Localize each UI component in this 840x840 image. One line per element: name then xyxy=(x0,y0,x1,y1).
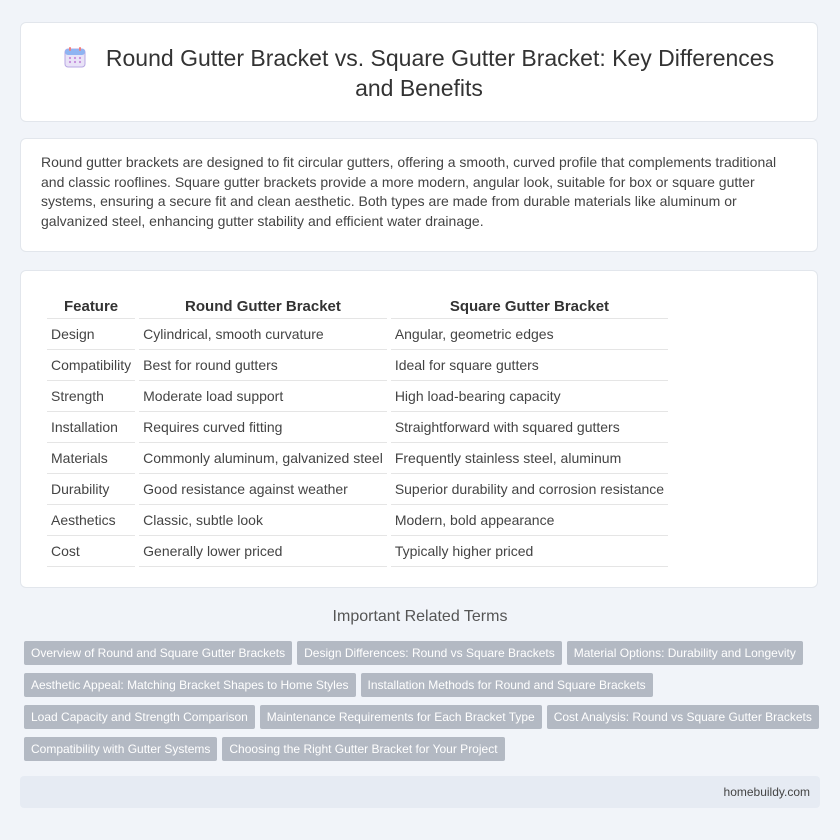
table-row xyxy=(47,381,668,412)
cell-round: Moderate load support xyxy=(139,381,387,412)
related-tag[interactable]: Design Differences: Round vs Square Brackets xyxy=(297,641,562,665)
related-tag[interactable]: Aesthetic Appeal: Matching Bracket Shapes to Home Styles xyxy=(24,673,356,697)
cell-feature: Strength xyxy=(47,381,135,412)
calendar-icon xyxy=(64,46,86,68)
related-tag[interactable]: Choosing the Right Gutter Bracket for Your Project xyxy=(222,737,504,761)
footer-site: homebuildy.com xyxy=(723,785,810,799)
header-card xyxy=(20,22,818,122)
comparison-card xyxy=(20,270,818,588)
summary-text: Round gutter brackets are designed to fit circular gutters, offering a smooth, curved profile that complements traditional and classic rooflines. Square gutter brackets provide a more modern, angular look, suitable for box or square gutter systems, ensuring a secure fit and clean aesthetic. Both types are made from durable materials like aluminum or galvanized steel, enhancing gutter stability and efficient water drainage. xyxy=(41,154,777,229)
cell-round: Good resistance against weather xyxy=(139,474,387,505)
page-title xyxy=(21,43,817,103)
cell-square: Frequently stainless steel, aluminum xyxy=(391,443,668,474)
header-square: Square Gutter Bracket xyxy=(391,293,668,319)
cell-square: Angular, geometric edges xyxy=(391,319,668,350)
table-row xyxy=(47,443,668,474)
cell-feature: Durability xyxy=(47,474,135,505)
table-row xyxy=(47,412,668,443)
header-round: Round Gutter Bracket xyxy=(139,293,387,319)
cell-square: Straightforward with squared gutters xyxy=(391,412,668,443)
table-row xyxy=(47,474,668,505)
related-tag[interactable]: Compatibility with Gutter Systems xyxy=(24,737,217,761)
cell-feature: Cost xyxy=(47,536,135,567)
related-tag[interactable]: Load Capacity and Strength Comparison xyxy=(24,705,255,729)
cell-feature: Aesthetics xyxy=(47,505,135,536)
cell-round: Cylindrical, smooth curvature xyxy=(139,319,387,350)
table-header-row xyxy=(47,293,668,319)
related-tags xyxy=(24,641,824,769)
page-title-text: Round Gutter Bracket vs. Square Gutter Bracket: Key Differences and Benefits xyxy=(105,45,775,101)
related-tag[interactable]: Installation Methods for Round and Square Brackets xyxy=(361,673,653,697)
cell-round: Classic, subtle look xyxy=(139,505,387,536)
summary-card xyxy=(20,138,818,252)
related-tag[interactable]: Material Options: Durability and Longevity xyxy=(567,641,803,665)
cell-round: Generally lower priced xyxy=(139,536,387,567)
cell-round: Best for round gutters xyxy=(139,350,387,381)
related-terms-title: Important Related Terms xyxy=(332,608,508,625)
header-feature: Feature xyxy=(47,293,135,319)
cell-feature: Installation xyxy=(47,412,135,443)
cell-feature: Design xyxy=(47,319,135,350)
comparison-table xyxy=(43,293,672,567)
cell-feature: Materials xyxy=(47,443,135,474)
footer xyxy=(20,776,820,808)
cell-square: Superior durability and corrosion resistance xyxy=(391,474,668,505)
cell-round: Requires curved fitting xyxy=(139,412,387,443)
cell-square: Ideal for square gutters xyxy=(391,350,668,381)
table-row xyxy=(47,505,668,536)
cell-square: Modern, bold appearance xyxy=(391,505,668,536)
cell-square: High load-bearing capacity xyxy=(391,381,668,412)
related-tag[interactable]: Cost Analysis: Round vs Square Gutter Brackets xyxy=(547,705,819,729)
table-row xyxy=(47,536,668,567)
cell-feature: Compatibility xyxy=(47,350,135,381)
cell-square: Typically higher priced xyxy=(391,536,668,567)
title-wrap xyxy=(21,43,817,103)
table-row xyxy=(47,350,668,381)
table-row xyxy=(47,319,668,350)
cell-round: Commonly aluminum, galvanized steel xyxy=(139,443,387,474)
related-tag[interactable]: Overview of Round and Square Gutter Brackets xyxy=(24,641,292,665)
related-tag[interactable]: Maintenance Requirements for Each Bracket Type xyxy=(260,705,542,729)
